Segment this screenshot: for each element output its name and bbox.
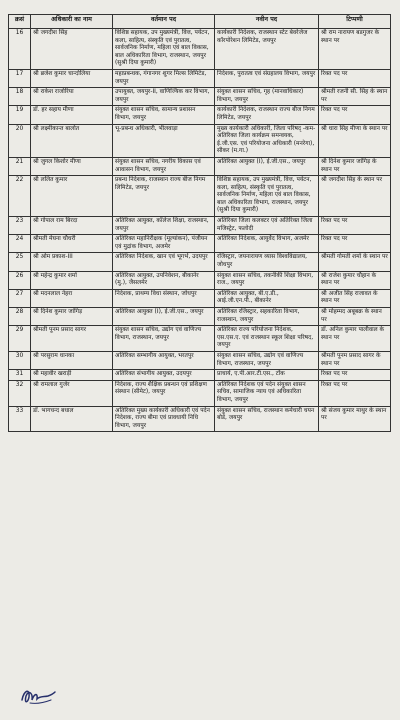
cell-new-post: प्राचार्य, ए.पी.आर.टी.एस., टोंक <box>215 370 319 381</box>
cell-remark: रिक्त पद पर <box>319 380 391 406</box>
cell-new-post: अतिरिक्त निदेशक एवं पदेन संयुक्त शासन सचिव, सामाजिक न्याय एवं अधिकारिता विभाग, जयपुर <box>215 380 319 406</box>
cell-remark: श्री अजीत सिंह राजावत के स्थान पर <box>319 289 391 307</box>
cell-current-post: निदेशक, प्राथम्य विधा संस्थान, जोधपुर <box>113 289 215 307</box>
cell-serial: 19 <box>9 106 31 124</box>
cell-officer-name: श्री ब्रजेश कुमार चान्दोलिया <box>31 69 113 87</box>
col-header-serial: क्रसं <box>9 15 31 29</box>
table-row <box>9 29 391 70</box>
cell-current-post: संयुक्त शासन सचिव, सामान्य प्रशासन विभाग, जयपुर <box>113 106 215 124</box>
cell-remark: रिक्त पद पर <box>319 370 391 381</box>
cell-new-post: अतिरिक्त राज्य परियोजना निदेशक, एस.एस.ए. एवं राजस्थान स्कूल शिक्षा परिषद, जयपुर <box>215 326 319 352</box>
cell-remark: श्री दिनेश कुमार जांगिड़ के स्थान पर <box>319 157 391 175</box>
cell-serial: 30 <box>9 351 31 369</box>
cell-remark: श्री मोहम्मद अबूबक्र के स्थान पर <box>319 308 391 326</box>
table-row <box>9 380 391 406</box>
cell-officer-name: श्री ललित कुमार <box>31 176 113 217</box>
cell-serial: 28 <box>9 308 31 326</box>
cell-new-post: अतिरिक्त आयुक्त (I), ई.जी.एस., जयपुर <box>215 157 319 175</box>
cell-current-post: अतिरिक्त निदेशक, खान एवं भूगर्भ, उदयपुर <box>113 253 215 271</box>
cell-new-post: अतिरिक्त आयुक्त, बी.ए.डी., आई.जी.एन.पी., बीकानेर <box>215 289 319 307</box>
cell-officer-name: श्री लक्ष्मीकान्त बालोत <box>31 124 113 157</box>
cell-remark: डॉ. अनिल कुमार पालीवाल के स्थान पर <box>319 326 391 352</box>
table-row <box>9 235 391 253</box>
cell-new-post: अतिरिक्त रजिस्ट्रार, सहकारिता विभाग, राजस्थान, जयपुर <box>215 308 319 326</box>
col-header-remark: टिप्पणी <box>319 15 391 29</box>
table-row <box>9 176 391 217</box>
cell-serial: 33 <box>9 406 31 432</box>
table-row <box>9 217 391 235</box>
table-header-row <box>9 15 391 29</box>
cell-remark: श्रीमती गोमती शर्मा के स्थान पर <box>319 253 391 271</box>
table-row <box>9 289 391 307</box>
table-row <box>9 124 391 157</box>
cell-serial: 20 <box>9 124 31 157</box>
cell-remark: श्रीमती पूनम प्रसाद सागर के स्थान पर <box>319 351 391 369</box>
cell-officer-name: श्री महेन्द्र कुमार शर्मा <box>31 271 113 289</box>
officer-transfer-table <box>8 14 391 432</box>
cell-serial: 31 <box>9 370 31 381</box>
cell-new-post: संयुक्त शासन सचिव, तकनीकी शिक्षा विभाग, राज., जयपुर <box>215 271 319 289</box>
cell-officer-name: श्री राकेश राजोरिया <box>31 88 113 106</box>
cell-current-post: महाप्रबन्धक, गंगानगर शुगर मिल्स लिमिटेड, जयपुर <box>113 69 215 87</box>
table-row <box>9 326 391 352</box>
table-row <box>9 157 391 175</box>
cell-officer-name: श्रीमती मेघना चौधरी <box>31 235 113 253</box>
cell-new-post: रजिस्ट्रार, जयनारायण व्यास विश्वविद्यालय, जोधपुर <box>215 253 319 271</box>
cell-remark: रिक्त पद पर <box>319 69 391 87</box>
table-row <box>9 271 391 289</box>
cell-serial: 27 <box>9 289 31 307</box>
cell-officer-name: श्री महावीर खराड़ी <box>31 370 113 381</box>
cell-officer-name: श्री जुगल किशोर मीणा <box>31 157 113 175</box>
cell-new-post: निदेशक, पुरातत्व एवं संग्रहालय विभाग, जयपुर <box>215 69 319 87</box>
table-body <box>9 29 391 432</box>
cell-current-post: अतिरिक्त आयुक्त (I), ई.जी.एस., जयपुर <box>113 308 215 326</box>
cell-new-post: कार्यकारी निदेशक, राजस्थान स्टेट बेवरेजेज कॉरपोरेशन लिमिटेड, जयपुर <box>215 29 319 70</box>
table-row <box>9 370 391 381</box>
cell-remark: श्री राजेश कुमार चौहान के स्थान पर <box>319 271 391 289</box>
col-header-new-post: नवीन पद <box>215 15 319 29</box>
cell-officer-name: डॉ. भागचन्द बधाल <box>31 406 113 432</box>
cell-serial: 17 <box>9 69 31 87</box>
cell-officer-name: श्रीमती पूनम प्रसाद सागर <box>31 326 113 352</box>
cell-new-post: विशिष्ठ सहायक, उप मुख्यमंत्री, वित्त, पर्यटन, कला, साहित्य, संस्कृति एवं पुरातत्व, सार्वजनिक निर्माण, महिला एवं बाल विकास, बाल अधिकारिता विभाग, राजस्थान, जयपुर (सुश्री दिया कुमारी) <box>215 176 319 217</box>
cell-remark: श्री धारा सिंह मीणा के स्थान पर <box>319 124 391 157</box>
cell-remark: रिक्त पद पर <box>319 235 391 253</box>
cell-serial: 22 <box>9 176 31 217</box>
cell-serial: 16 <box>9 29 31 70</box>
cell-officer-name: श्री जगदीश सिंह <box>31 29 113 70</box>
cell-remark: श्री राम नारायण बडगुजर के स्थान पर <box>319 29 391 70</box>
cell-new-post: अतिरिक्त निदेशक, आयुर्वेद विभाग, अजमेर <box>215 235 319 253</box>
table-row <box>9 106 391 124</box>
cell-new-post: कार्यकारी निदेशक, राजस्थान राज्य बीज निगम लिमिटेड, जयपुर <box>215 106 319 124</box>
table-row <box>9 253 391 271</box>
cell-officer-name: श्री ओम प्रकाश-III <box>31 253 113 271</box>
cell-current-post: भू-प्रबन्ध अधिकारी, भीलवाड़ा <box>113 124 215 157</box>
cell-serial: 25 <box>9 253 31 271</box>
cell-current-post: निदेशक, राज्य शैक्षिक प्रबन्धन एवं प्रशिक्षण संस्थान (सीमेट), जयपुर <box>113 380 215 406</box>
cell-officer-name: श्री मदनलाल नेहरा <box>31 289 113 307</box>
cell-officer-name: श्री दिनेश कुमार जांगिड़ <box>31 308 113 326</box>
cell-current-post: अतिरिक्त आयुक्त, उपनिवेशन, बीकानेर (मु.), जैसलमेर <box>113 271 215 289</box>
cell-remark: श्रीमती रजनी सी. सिंह के स्थान पर <box>319 88 391 106</box>
cell-serial: 32 <box>9 380 31 406</box>
cell-current-post: अतिरिक्त मुख्य कार्यकारी अधिकारी एवं पदेन निदेशक, राज्य बीमा एवं प्रावधायी निधि विभाग, जयपुर <box>113 406 215 432</box>
cell-serial: 23 <box>9 217 31 235</box>
cell-current-post: संयुक्त शासन सचिव, उद्योग एवं वाणिज्य विभाग, राजस्थान, जयपुर <box>113 326 215 352</box>
cell-remark: रिक्त पद पर <box>319 217 391 235</box>
cell-current-post: विशिष्ठ सहायक, उप मुख्यमंत्री, वित्त, पर्यटन, कला, साहित्य, संस्कृति एवं पुरातत्व, सार्वजनिक निर्माण, महिला एवं बाल विकास, बाल अधिकारिता विभाग, राजस्थान, जयपुर (सुश्री दिया कुमारी) <box>113 29 215 70</box>
cell-serial: 21 <box>9 157 31 175</box>
table-row <box>9 308 391 326</box>
cell-officer-name: श्री परसुराम धानका <box>31 351 113 369</box>
cell-current-post: उपायुक्त, जयपुर-II, वाणिज्यिक कर विभाग, जयपुर <box>113 88 215 106</box>
cell-serial: 29 <box>9 326 31 352</box>
cell-current-post: अतिरिक्त आयुक्त, कॉलेज शिक्षा, राजस्थान, जयपुर <box>113 217 215 235</box>
cell-new-post: संयुक्त शासन सचिव, उद्योग एवं वाणिज्य विभाग, राजस्थान, जयपुर <box>215 351 319 369</box>
table-row <box>9 69 391 87</box>
cell-remark: श्री संजय कुमार माथुर के स्थान पर <box>319 406 391 432</box>
cell-serial: 24 <box>9 235 31 253</box>
col-header-officer-name: अधिकारी का नाम <box>31 15 113 29</box>
cell-remark: श्री जगदीश सिंह के स्थान पर <box>319 176 391 217</box>
cell-new-post: मुख्य कार्यकारी अधिकारी, जिला परिषद् -कम- अतिरिक्त जिला कार्यक्रम समन्वयक, ई.जी.एस. एवं परियोजना अधिकारी (मनरेगा), सीकर (म.गा.) <box>215 124 319 157</box>
col-header-current-post: वर्तमान पद <box>113 15 215 29</box>
table-row <box>9 88 391 106</box>
transfer-order-sheet <box>8 14 390 432</box>
cell-current-post: संयुक्त शासन सचिव, नगरीय विकास एवं आवासन विभाग, जयपुर <box>113 157 215 175</box>
cell-current-post: अतिरिक्त सम्भागीय आयुक्त, भरतपुर <box>113 351 215 369</box>
cell-new-post: संयुक्त शासन सचिव, राजस्थान कर्मचारी चयन बोर्ड, जयपुर <box>215 406 319 432</box>
cell-current-post: अतिरिक्त महानिरीक्षक (मूल्यांकन), पंजीयन एवं मुद्रांक विभाग, अजमेर <box>113 235 215 253</box>
cell-new-post: अतिरिक्त जिला कलक्टर एवं अतिरिक्त जिला मजिस्ट्रेट, फलोदी <box>215 217 319 235</box>
cell-officer-name: डॉ. हर सहाय मीणा <box>31 106 113 124</box>
table-row <box>9 406 391 432</box>
cell-current-post: अतिरिक्त संभागीय आयुक्त, उदयपुर <box>113 370 215 381</box>
signature-mark <box>18 682 58 708</box>
cell-new-post: संयुक्त शासन सचिव, गृह (मानवाधिकार) विभाग, जयपुर <box>215 88 319 106</box>
cell-serial: 18 <box>9 88 31 106</box>
cell-serial: 26 <box>9 271 31 289</box>
cell-officer-name: श्री रामलाल गुर्जर <box>31 380 113 406</box>
cell-remark: रिक्त पद पर <box>319 106 391 124</box>
cell-officer-name: श्री गोपाल राम बिरदा <box>31 217 113 235</box>
cell-current-post: प्रबन्ध निदेशक, राजस्थान राज्य बीज निगम लिमिटेड, जयपुर <box>113 176 215 217</box>
table-row <box>9 351 391 369</box>
